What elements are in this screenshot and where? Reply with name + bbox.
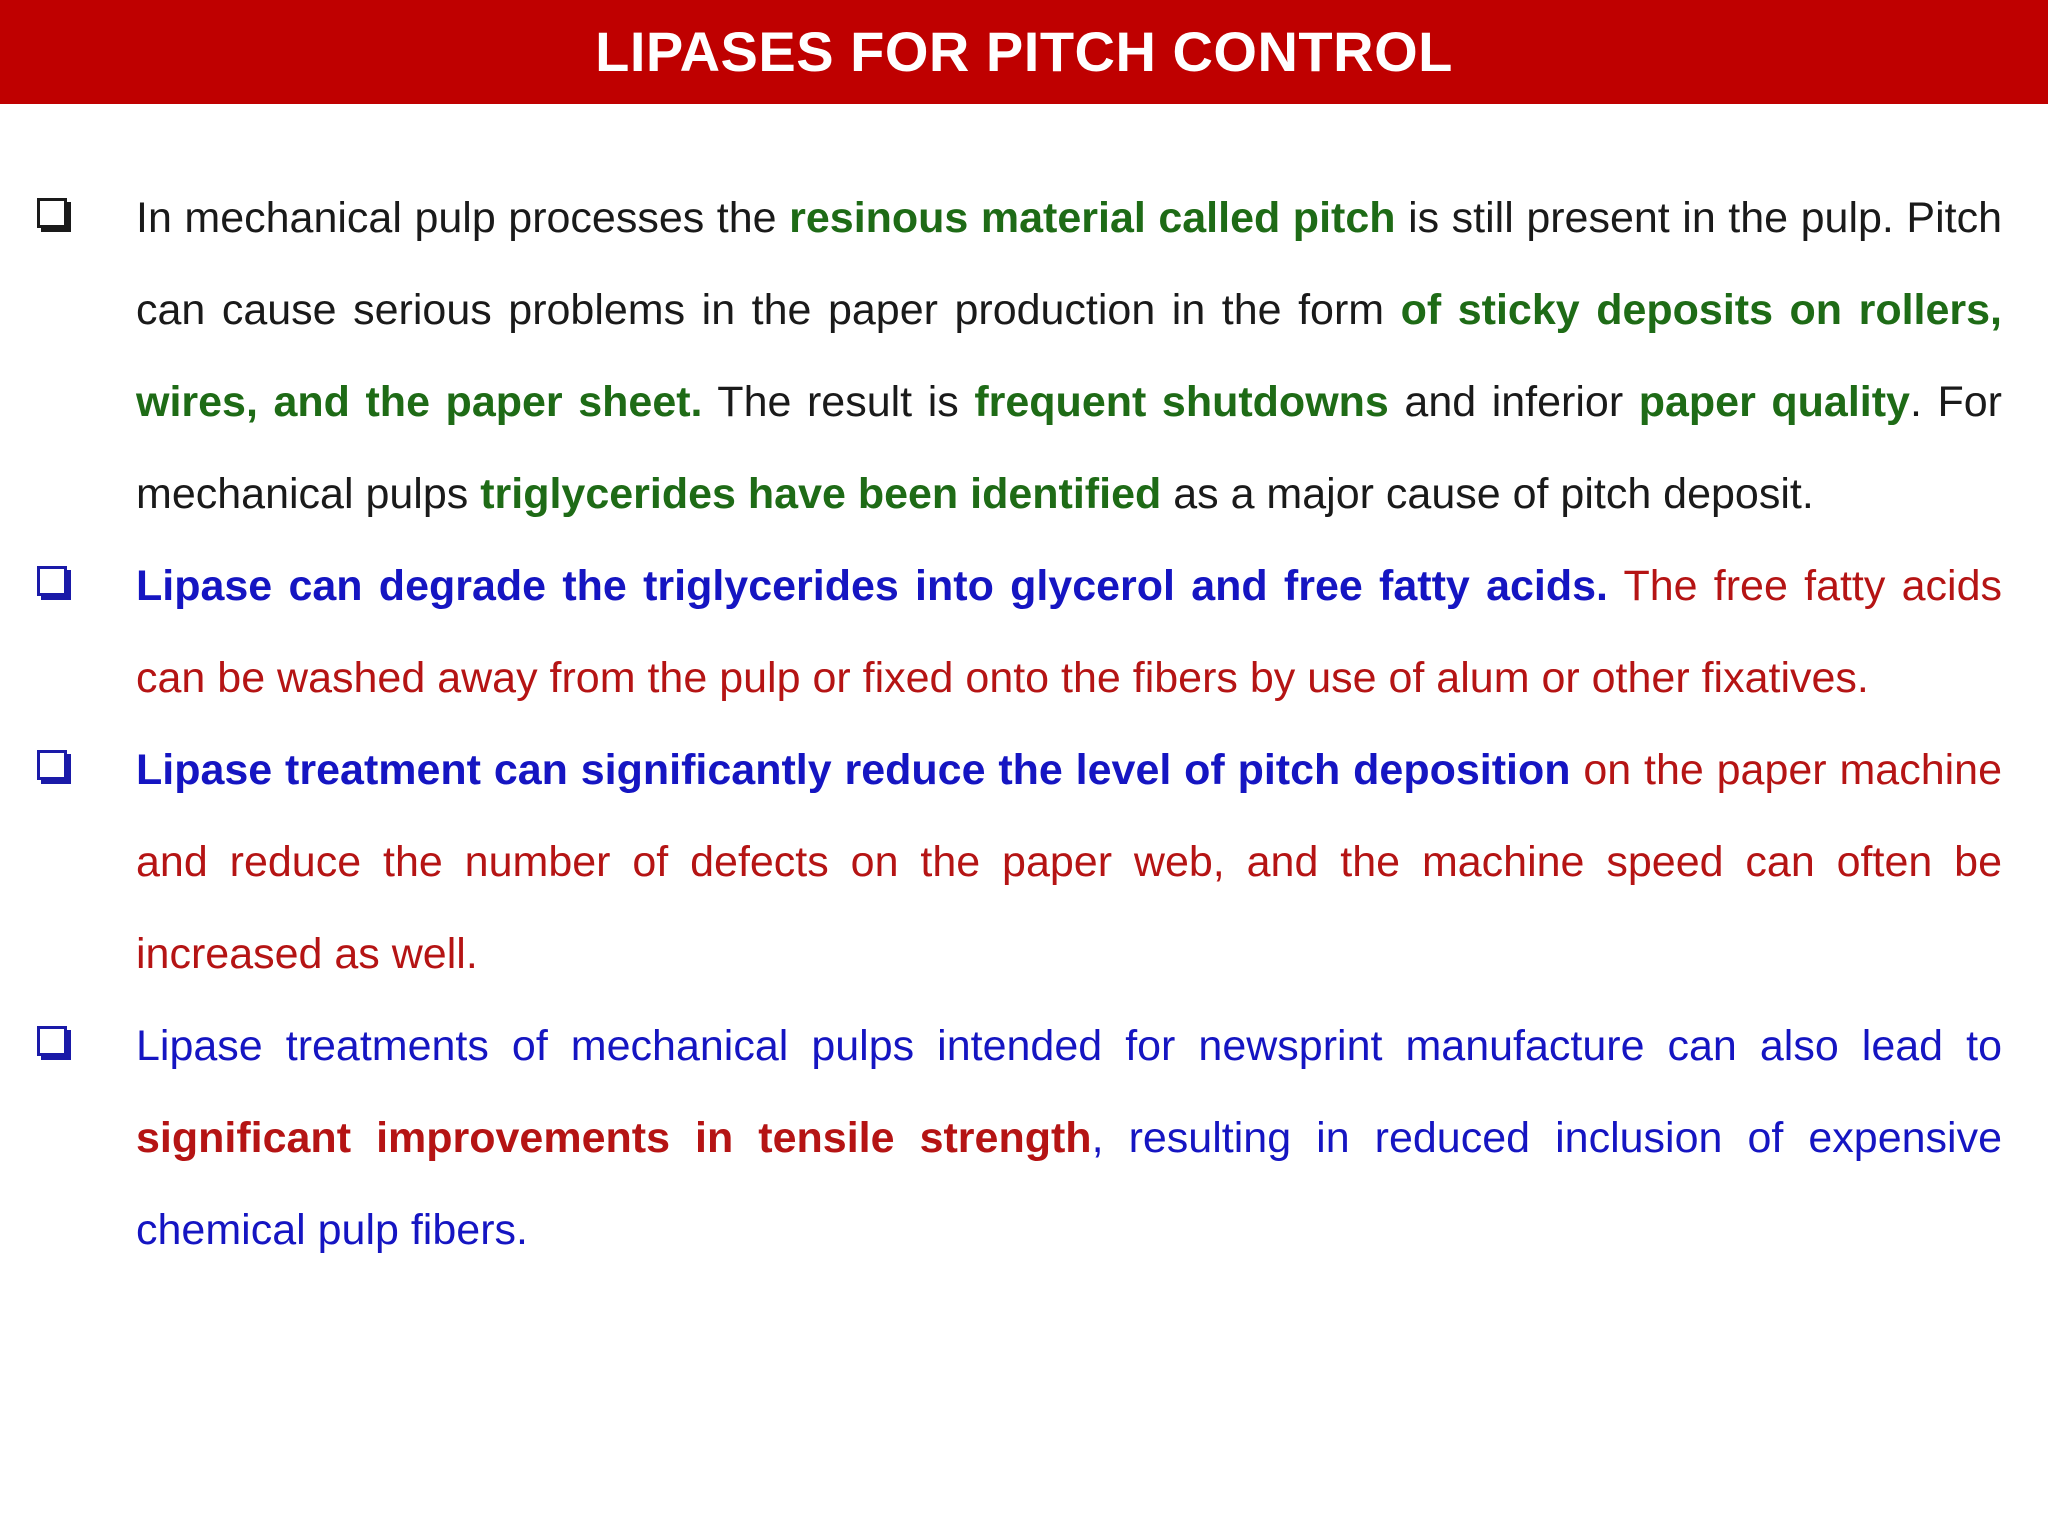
bullet-4-segment-2: significant improvements in tensile strength bbox=[136, 1114, 1092, 1162]
bullet-item-3 bbox=[136, 724, 2002, 1000]
bullet-item-2 bbox=[136, 540, 2002, 724]
checkbox-icon bbox=[37, 1026, 67, 1056]
bullet-1-segment-7: and inferior bbox=[1388, 378, 1639, 426]
bullet-1-segment-9: . For mechanical pulps bbox=[136, 378, 2003, 518]
bullet-item-1 bbox=[136, 172, 2002, 540]
bullet-item-4 bbox=[136, 1000, 2002, 1276]
bullet-1-segment-10: triglycerides have been identified bbox=[480, 470, 1162, 518]
bullet-4-segment-3: , resulting in reduced inclusion of expensive chemical pulp fibers. bbox=[136, 1114, 2003, 1254]
bullet-1-segment-5: The result is bbox=[702, 378, 975, 426]
checkbox-icon bbox=[37, 566, 67, 596]
bullet-1-segment-11: as a major cause of pitch deposit. bbox=[1161, 470, 1814, 518]
bullet-4-segment-1: Lipase treatments of mechanical pulps intended for newsprint manufacture can also lead to bbox=[136, 1022, 2002, 1070]
bullet-3-segment-1: Lipase treatment can significantly reduce the level of pitch deposition bbox=[136, 746, 1571, 794]
bullet-1-segment-4: of sticky deposits on rollers, wires, and the paper sheet. bbox=[136, 286, 2002, 426]
bullet-1-segment-6: frequent shutdowns bbox=[974, 378, 1389, 426]
bullet-1-segment-3: is still present in the pulp. Pitch can cause serious problems in the paper production in the form bbox=[136, 194, 2002, 334]
bullet-1-segment-8: paper quality bbox=[1638, 378, 1910, 426]
checkbox-icon bbox=[37, 198, 67, 228]
bullet-2-segment-2: The free fatty acids can be washed away from the pulp or fixed onto the fibers by use of alum or other fixatives. bbox=[136, 562, 2003, 702]
bullet-list bbox=[0, 172, 2048, 1276]
bullet-2-segment-1: Lipase can degrade the triglycerides into glycerol and free fatty acids. bbox=[136, 562, 1608, 610]
bullet-1-segment-1: In mechanical pulp processes the bbox=[136, 194, 790, 242]
checkbox-icon bbox=[37, 750, 67, 780]
bullet-1-segment-2: resinous material called pitch bbox=[789, 194, 1396, 242]
title-bar bbox=[0, 0, 2048, 104]
bullet-3-segment-2: on the paper machine and reduce the number of defects on the paper web, and the machine speed can often be increased as well. bbox=[136, 746, 2002, 978]
slide-title: LIPASES FOR PITCH CONTROL bbox=[595, 20, 1453, 83]
